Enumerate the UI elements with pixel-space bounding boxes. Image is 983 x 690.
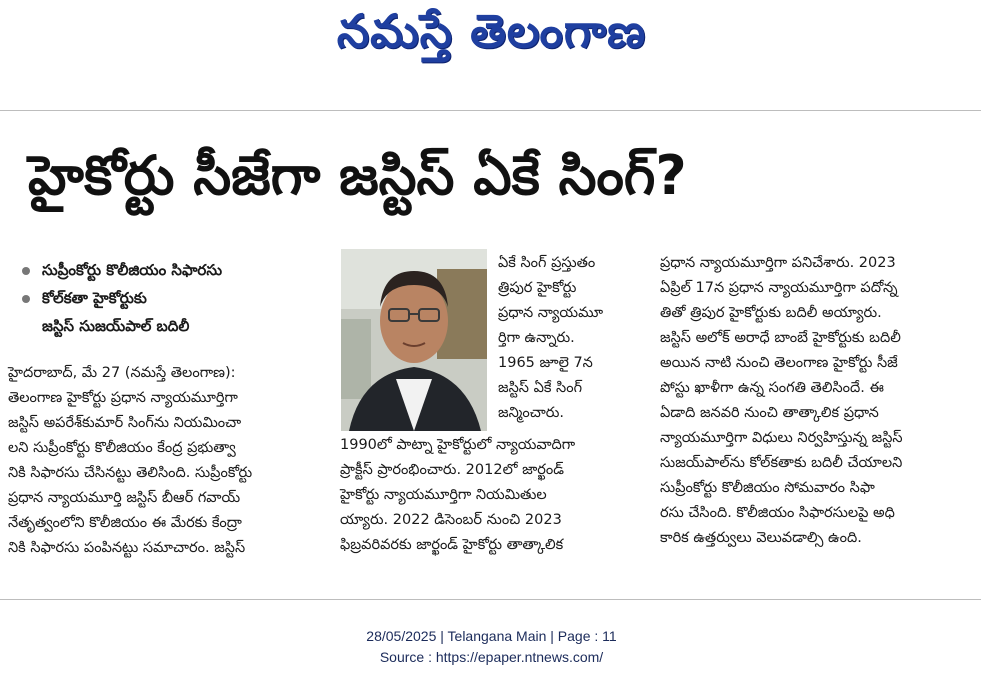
body-line: రసు చేసింది. కొలీజియం సిఫారసులపై అధి [660, 505, 895, 521]
edition-info: 28/05/2025 | Telangana Main | Page : 11 [366, 628, 617, 644]
body-line: త్రిపుర హైకోర్టు [498, 280, 577, 296]
body-line: నికి సిఫారసు పంపినట్టు సమాచారం. జస్టిస్ [8, 540, 246, 556]
body-line: న్యాయమూర్తిగా విధులు నిర్వహిస్తున్న జస్టిస్ [660, 430, 903, 446]
justice-portrait-photo [341, 249, 487, 431]
body-line: 1965 జూలై 7న [498, 355, 593, 371]
body-line: జన్మించారు. [498, 405, 564, 421]
body-line: సుజయ్‌పాల్‌ను కోల్‌కతాకు బదిలీ చేయాలని [660, 455, 903, 471]
bullet-text: సుప్రీంకోర్టు కొలీజియం సిఫారసు [42, 261, 223, 279]
body-line: కారిక ఉత్తర్వులు వెలువడాల్సి ఉంది. [660, 530, 862, 546]
body-line: సుప్రీంకోర్టు కొలీజియం సోమవారం సిఫా [660, 480, 875, 496]
article-clipping [0, 110, 981, 600]
body-column-3 [660, 251, 964, 551]
body-line: జస్టిస్ అపరేశ్‌కుమార్ సింగ్‌ను నియమించా [8, 415, 242, 431]
body-line: ఏడాది జనవరి నుంచి తాత్కాలిక ప్రధాన [660, 405, 879, 421]
bullet-item-continuation [20, 312, 320, 340]
newspaper-logo: నమస్తే తెలంగాణ [336, 4, 647, 58]
body-column-2-top [498, 251, 634, 426]
body-line: జస్టిస్ ఏకే సింగ్ [498, 380, 583, 396]
bullet-dot-icon [22, 267, 30, 275]
body-line: ఏకే సింగ్ ప్రస్తుతం [498, 255, 596, 271]
bullet-item [20, 284, 320, 312]
body-line: ఏప్రిల్ 17న ప్రధాన న్యాయమూర్తిగా పదోన్న [660, 280, 898, 296]
bullet-text: కోల్‌కతా హైకోర్టుకు [42, 289, 147, 307]
article-headline: హైకోర్టు సీజేగా జస్టిస్ ఏకే సింగ్? [28, 144, 687, 207]
portrait-illustration [341, 249, 487, 431]
source-link[interactable]: Source : https://epaper.ntnews.com/ [379, 649, 604, 665]
body-line: అయిన నాటి నుంచి తెలంగాణ హైకోర్టు సీజే [660, 355, 898, 371]
body-column-2-bottom [340, 433, 634, 558]
page-footer [0, 626, 983, 668]
body-line: ప్రధాన న్యాయమూ [498, 305, 604, 321]
masthead [0, 0, 983, 80]
bullet-text: జస్టిస్ సుజయ్‌పాల్ బదిలీ [42, 317, 190, 335]
body-line: ప్రధాన న్యాయమూర్తిగా పనిచేశారు. 2023 [660, 255, 896, 271]
body-column-1 [8, 361, 326, 561]
body-line: తెలంగాణ హైకోర్టు ప్రధాన న్యాయమూర్తిగా [8, 390, 238, 406]
body-line: జస్టిస్ అలోక్ అరాధే బాంబే హైకోర్టుకు బదిలీ [660, 330, 901, 346]
body-line: హైకోర్టు న్యాయమూర్తిగా నియమితుల [340, 487, 547, 503]
body-line: తితో త్రిపుర హైకోర్టుకు బదిలీ అయ్యారు. [660, 305, 882, 321]
bullet-item [20, 256, 320, 284]
body-line: య్యారు. 2022 డిసెంబర్ నుంచి 2023 [340, 512, 562, 528]
subheading-bullets [20, 256, 320, 340]
body-line: ర్తిగా ఉన్నారు. [498, 330, 575, 346]
body-line: ప్రాక్టీస్ ప్రారంభించారు. 2012లో జార్ఖండ్ [340, 462, 564, 478]
bullet-dot-icon [22, 295, 30, 303]
body-line: ప్రధాన న్యాయమూర్తి జస్టిస్ బీఆర్ గవాయ్ [8, 490, 241, 506]
body-line: నికి సిఫారసు చేసినట్టు తెలిసింది. సుప్రీంకోర్టు [8, 465, 253, 481]
body-line: నేతృత్వంలోని కొలీజియం ఈ మేరకు కేంద్రా [8, 515, 242, 531]
body-line: 1990లో పాట్నా హైకోర్టులో న్యాయవాదిగా [340, 437, 576, 453]
body-line: ఫిబ్రవరివరకు జార్ఖండ్ హైకోర్టు తాత్కాలిక [340, 537, 564, 553]
body-line: హైదరాబాద్, మే 27 (నమస్తే తెలంగాణ): [8, 365, 236, 381]
body-line: లని సుప్రీంకోర్టు కొలీజియం కేంద్ర ప్రభుత్వా [8, 440, 236, 456]
body-line: పోస్టు ఖాళీగా ఉన్న సంగతి తెలిసిందే. ఈ [660, 380, 884, 396]
